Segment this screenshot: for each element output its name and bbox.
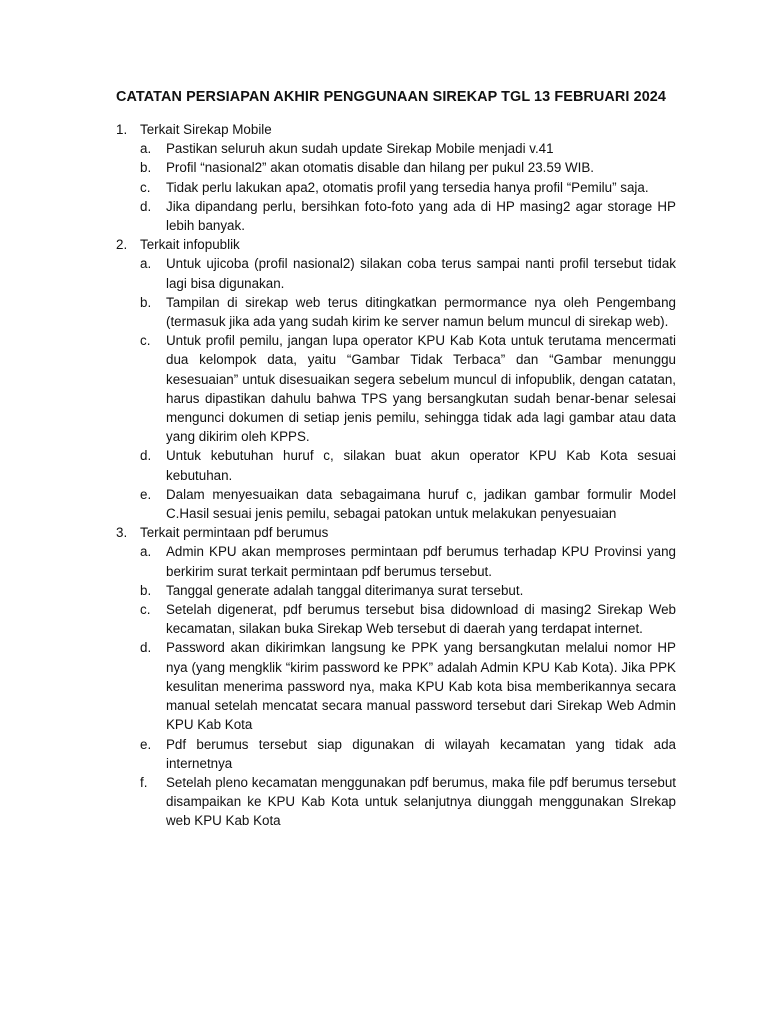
list-item-letter: a. (140, 544, 152, 560)
list-item-letter: b. (140, 160, 152, 176)
list-item-text: Password akan dikirimkan langsung ke PPK yang bersangkutan melalui nomor HP nya (yang mengklik “kirim password ke PPK” adalah Admin KPU Kab Kota). Jika PPK kesulitan menerima password nya, maka KPU Kab kota bisa memberikannya secara manual setelah mencatat secara manual password tersebut dari Sirekap Web Admin KPU Kab Kota (166, 640, 676, 733)
list-item-letter: b. (140, 582, 152, 598)
list-item-letter: c. (140, 333, 151, 349)
list-item-letter: e. (140, 736, 152, 752)
list-item-letter: d. (140, 448, 152, 464)
list-item (116, 542, 676, 580)
list-item-letter: b. (140, 294, 152, 310)
list-item-text: Setelah digenerat, pdf berumus tersebut bisa didownload di masing2 Sirekap Web kecamatan, silakan buka Sirekap Web tersebut di daerah yang terdapat internet. (166, 602, 676, 637)
section-heading (116, 235, 676, 254)
list-item (116, 773, 676, 831)
list-item-text: Pastikan seluruh akun sudah update Sirekap Mobile menjadi v.41 (166, 141, 554, 157)
list-item (116, 446, 676, 484)
list-item-text: Tampilan di sirekap web terus ditingkatkan permormance nya oleh Pengembang (termasuk jika ada yang sudah kirim ke server namun belum muncul di sirekap web). (166, 294, 676, 330)
list-item-text: Setelah pleno kecamatan menggunakan pdf berumus, maka file pdf berumus tersebut disampaikan ke KPU Kab Kota untuk selanjutnya diunggah menggunakan SIrekap web KPU Kab Kota (166, 774, 676, 829)
list-item (116, 178, 676, 197)
list-item-letter: c. (140, 179, 151, 195)
list-item (116, 600, 676, 638)
section-heading-text: Terkait Sirekap Mobile (140, 122, 272, 137)
list-item-text: Dalam menyesuaikan data sebagaimana huruf c, jadikan gambar formulir Model C.Hasil sesuai jenis pemilu, sebagai patokan untuk melakukan penyesuaian (166, 486, 676, 522)
list-item (116, 197, 676, 235)
section-3 (116, 523, 676, 830)
list-item-letter: e. (140, 486, 152, 502)
list-item-text: Jika dipandang perlu, bersihkan foto-foto yang ada di HP masing2 agar storage HP lebih banyak. (166, 198, 676, 234)
list-item (116, 735, 676, 773)
section-number: 1. (116, 122, 128, 137)
section-heading-text: Terkait infopublik (140, 237, 240, 253)
list-item-text: Untuk profil pemilu, jangan lupa operator KPU Kab Kota untuk terutama mencermati dua kelompok data, yaitu “Gambar Tidak Terbaca” dan “Gambar menunggu kesesuaian” untuk disesuaikan segera sebelum muncul di infopublik, dengan catatan, harus dipastikan dahulu bahwa TPS yang bersangkutan sudah benar-benar selesai mengunci dokumen di setiap jenis pemilu, sehingga tidak ada lagi gambar atau data yang dikirim oleh KPPS. (166, 333, 676, 445)
list-item (116, 485, 676, 523)
list-item (116, 139, 676, 158)
section-heading (116, 120, 676, 139)
section-number: 2. (116, 237, 128, 253)
section-heading (116, 523, 676, 542)
list-item (116, 254, 676, 292)
list-item-text: Pdf berumus tersebut siap digunakan di wilayah kecamatan yang tidak ada internetnya (166, 736, 676, 771)
list-item-letter: a. (140, 256, 152, 272)
list-item-text: Admin KPU akan memproses permintaan pdf berumus terhadap KPU Provinsi yang berkirim surat terkait permintaan pdf berumus tersebut. (166, 544, 676, 579)
list-item-letter: a. (140, 141, 152, 157)
list-item-text: Profil “nasional2” akan otomatis disable dan hilang per pukul 23.59 WIB. (166, 160, 595, 176)
section-heading-text: Terkait permintaan pdf berumus (140, 525, 329, 541)
document-body (116, 120, 676, 831)
list-item-letter: d. (140, 640, 152, 656)
section-number: 3. (116, 525, 128, 541)
list-item-letter: c. (140, 602, 151, 618)
list-item-text: Tidak perlu lakukan apa2, otomatis profil yang tersedia hanya profil “Pemilu” saja. (166, 179, 649, 195)
list-item (116, 331, 676, 446)
list-item (116, 293, 676, 331)
list-item-text: Untuk ujicoba (profil nasional2) silakan coba terus sampai nanti profil tersebut tidak lagi bisa digunakan. (166, 256, 676, 291)
list-item-text: Untuk kebutuhan huruf c, silakan buat akun operator KPU Kab Kota sesuai kebutuhan. (166, 448, 676, 483)
section-1 (116, 120, 676, 235)
list-item (116, 581, 676, 600)
section-2 (116, 235, 676, 523)
list-item (116, 158, 676, 177)
document-title: CATATAN PERSIAPAN AKHIR PENGGUNAAN SIREKAP TGL 13 FEBRUARI 2024 (116, 89, 667, 105)
list-item-letter: f. (140, 774, 148, 790)
list-item-text: Tanggal generate adalah tanggal diterimanya surat tersebut. (166, 582, 524, 598)
list-item-letter: d. (140, 198, 152, 214)
list-item (116, 638, 676, 734)
